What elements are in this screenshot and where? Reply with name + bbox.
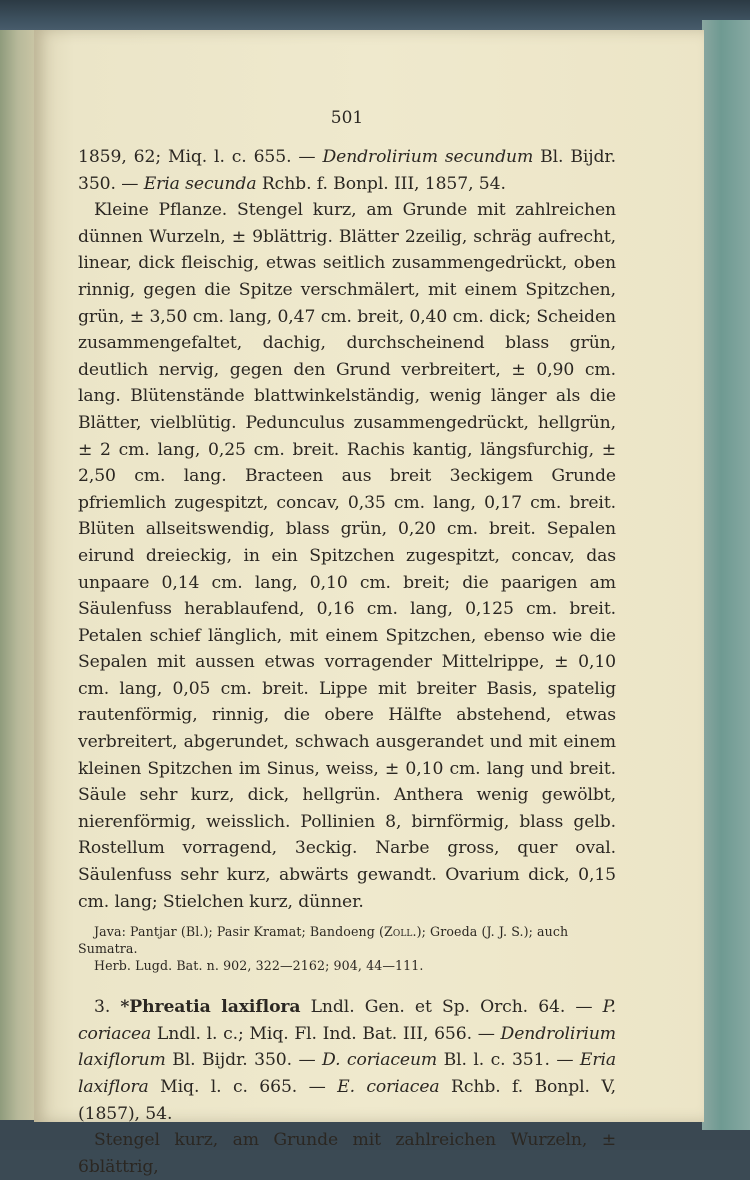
citation-text: Rchb. f. Bonpl. V, (1857), 54. <box>78 1077 617 1124</box>
description-start: Stengel kurz, am Grunde mit zahlreichen Wurzeln, ± 6blättrig, <box>78 1130 616 1177</box>
entry-number: 3. <box>94 997 121 1018</box>
synonymy-paragraph <box>78 144 616 197</box>
book-cover-edge <box>702 20 750 1130</box>
taxon-name: Dendrolirium laxiflorum <box>78 1023 616 1071</box>
page-number: 501 <box>330 108 364 128</box>
citation-text: Bl. Bijdr. <box>533 147 616 167</box>
citation-text: Lndl. Gen. et Sp. Orch. 64. — <box>300 997 603 1018</box>
species-name: *Phreatia laxiflora <box>120 997 301 1018</box>
citation-text: Rchb. f. Bonpl. III, 1857, 54. <box>256 173 506 194</box>
description-paragraph: Kleine Pflanze. Stengel kurz, am Grunde mit zahlreichen dünnen Wurzeln, ± 9blättrig. Blätter 2zeilig, schräg aufrecht, linear, dick fleischig, etwas seitlich zusammengedrückt, oben rinnig, gegen die Spitze verschmälert, mit einem Spitzchen, grün, ± 3,50 cm. lang, 0,47 cm. breit, 0,40 cm. dick; Scheiden zusammengefaltet, dachig, durchscheinend blass grün, deutlich nervig, gegen den Grund verbreitert, ± 0,90 cm. lang. Blütenstände blattwinkelständig, wenig länger als die Blätter, vielblütig. Pedunculus zusammengedrückt, hellgrün, ± 2 cm. lang, 0,25 cm. breit. Rachis kantig, längsfurchig, ± 2,50 cm. lang. Bracteen aus breit 3eckigem Grunde pfriemlich zugespitzt, concav, 0,35 cm. lang, 0,17 cm. breit. Blüten allseitswendig, blass grün, 0,20 cm. breit. Sepalen eirund dreieckig, in ein Spitzchen zugespitzt, concav, das unpaare 0,14 cm. lang, 0,10 cm. breit; die paarigen am Säulenfuss herablaufend, 0,16 cm. lang, 0,125 cm. breit. Petalen schief länglich, mit einem Spitzchen, ebenso wie die Sepalen mit aussen etwas vorragender Mittelrippe, ± 0,10 cm. lang, 0,05 cm. breit. Lippe mit breiter Basis, spatelig rautenförmig, rinnig, die obere Hälfte abstehend, etwas verbreitert, abgerundet, schwach ausgerandet und mit einem kleinen Spitzchen im Sinus, weiss, ± 0,10 cm. lang und breit. Säule sehr kurz, dick, hellgrün. Anthera wenig gewölbt, nierenförmig, weisslich. Pollinien 8, birnförmig, blass gelb. Rostellum vorragend, 3eckig. Narbe gross, quer oval. Säulenfuss sehr kurz, abwärts gewandt. Ovarium dick, 0,15 cm. lang; Stielchen kurz, dünner. <box>78 200 616 912</box>
taxon-name: Dendrolirium secundum <box>322 147 534 167</box>
citation-text: Lndl. l. c.; Miq. Fl. Ind. Bat. III, 656. — <box>151 1023 501 1044</box>
taxon-name: E. coriacea <box>337 1077 440 1097</box>
taxon-name: D. coriaceum <box>322 1050 438 1071</box>
taxon-name: Eria laxiflora <box>78 1050 616 1097</box>
book-spine-top <box>0 0 750 34</box>
locality-line <box>78 923 616 957</box>
page-text-block <box>78 108 616 1180</box>
citation-text: Bl. Bijdr. 350. — <box>165 1050 323 1071</box>
citation-text: 350. — <box>78 173 144 194</box>
collector-name: Zoll. <box>384 924 417 940</box>
specimen-records <box>78 923 616 974</box>
page-body <box>78 144 616 915</box>
species-entry-3 <box>78 994 616 1180</box>
herbarium-line: Herb. Lugd. Bat. n. 902, 322—2162; 904, 44—111. <box>94 958 424 974</box>
citation-text: 1859, 62; Miq. l. c. 655. — <box>78 147 323 167</box>
citation-text: Bl. l. c. 351. — <box>437 1050 580 1071</box>
taxon-name: Eria secunda <box>143 173 257 194</box>
locality-text: ); Groeda (J. J. S.); auch Sumatra. <box>78 924 569 957</box>
taxon-name: P. coriacea <box>78 997 617 1044</box>
book-page <box>34 30 704 1177</box>
citation-text: Miq. l. c. 665. — <box>148 1077 338 1097</box>
locality-text: Java: Pantjar (Bl.); Pasir Kramat; Bandoeng ( <box>94 924 384 940</box>
synonymy-paragraph-3 <box>78 994 616 1127</box>
